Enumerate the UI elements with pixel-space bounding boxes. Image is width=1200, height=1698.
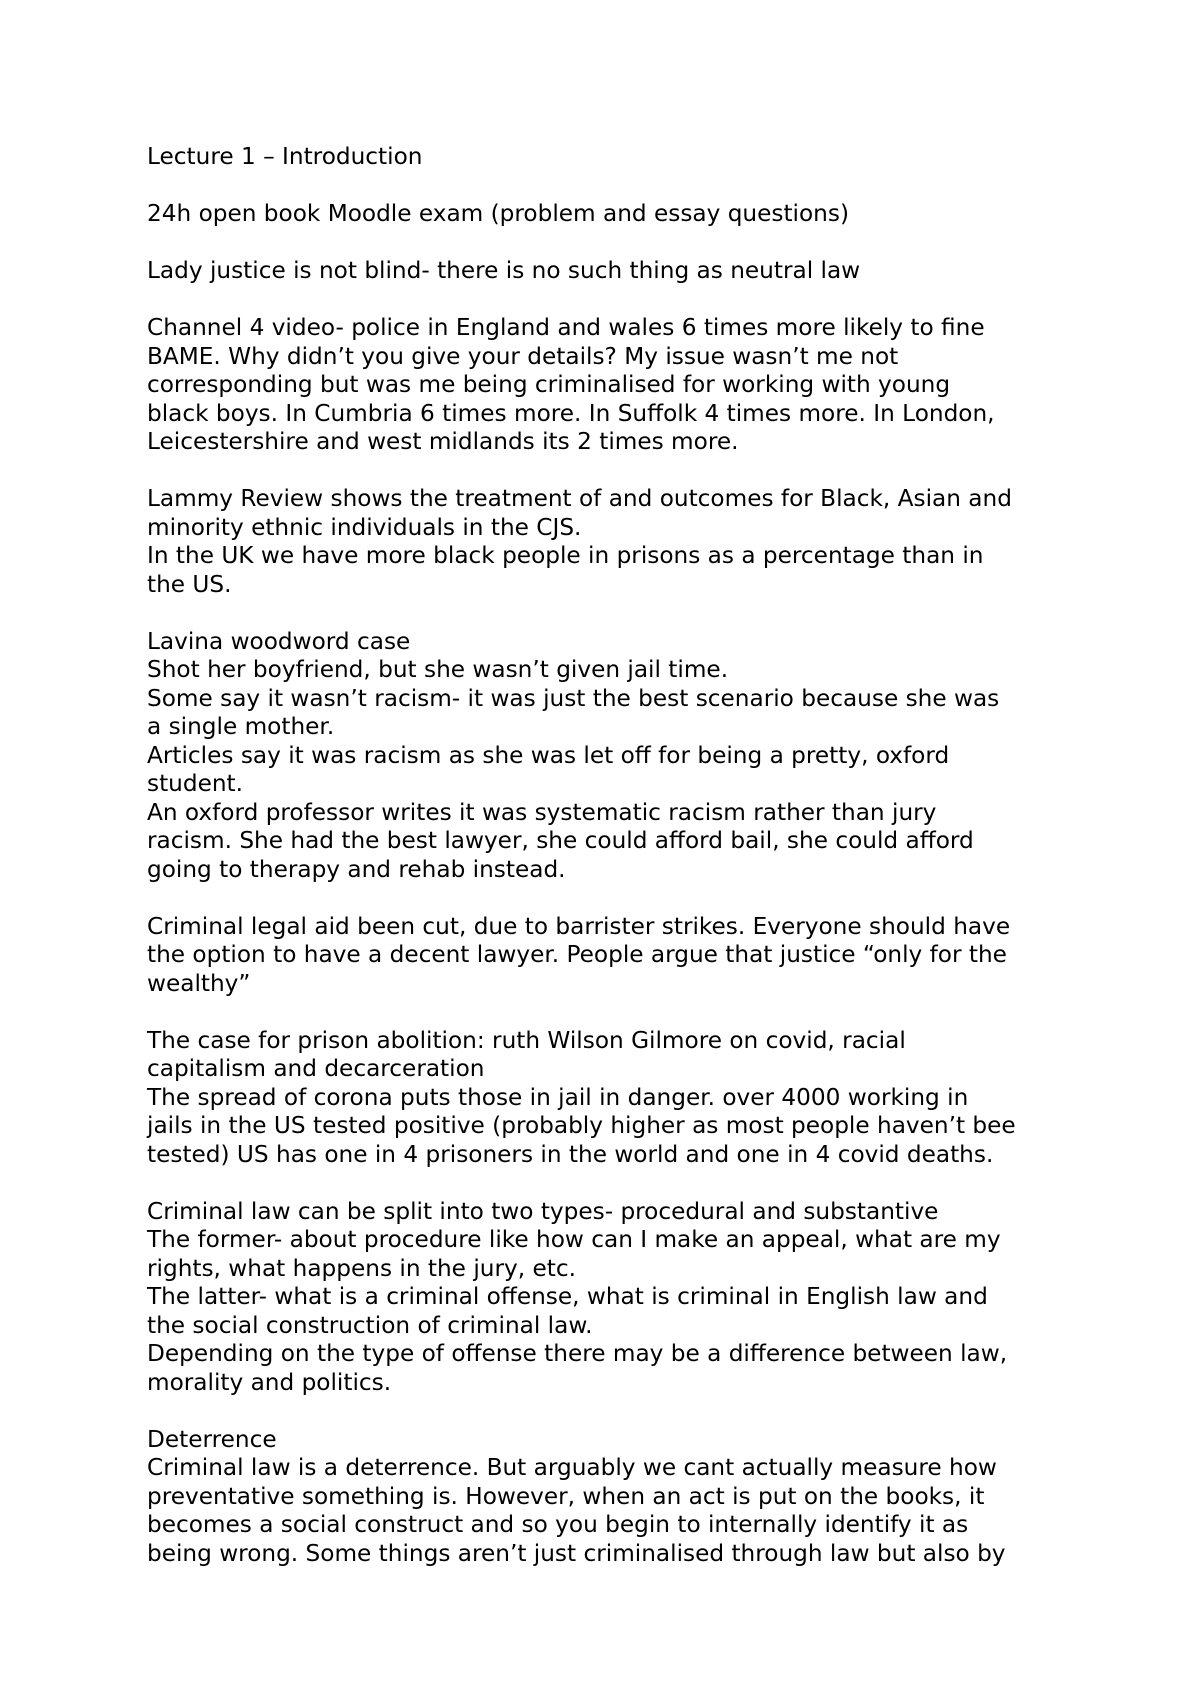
paragraph — [147, 485, 1077, 599]
text-line: morality and politics. — [147, 1368, 392, 1396]
text-line: wealthy” — [147, 969, 251, 997]
text-line: In the UK we have more black people in prisons as a percentage than in — [147, 542, 984, 569]
text-line: becomes a social construct and so you begin to internally identify it as — [147, 1511, 969, 1538]
text-line: BAME. Why didn’t you give your details? My issue wasn’t me not — [147, 342, 899, 370]
text-line: 24h open book Moodle exam (problem and essay questions) — [147, 200, 850, 227]
text-line: Lavina woodword case — [147, 627, 411, 655]
text-line: Deterrence — [147, 1425, 277, 1453]
paragraph — [147, 200, 1077, 229]
paragraph — [147, 1198, 1077, 1398]
paragraph — [147, 1426, 1077, 1569]
text-line: Channel 4 video- police in England and wales 6 times more likely to fine — [147, 314, 985, 341]
text-line: The latter- what is a criminal offense, what is criminal in English law and — [147, 1283, 988, 1310]
text-line: An oxford professor writes it was systematic racism rather than jury — [147, 798, 937, 826]
document-title: Lecture 1 – Introduction — [147, 143, 423, 170]
text-line: preventative something is. However, when an act is put on the books, it — [147, 1482, 985, 1510]
text-line: being wrong. Some things aren’t just criminalised through law but also by — [147, 1539, 1006, 1567]
paragraph — [147, 913, 1077, 999]
text-line: going to therapy and rehab instead. — [147, 855, 566, 883]
document-body — [147, 143, 1077, 1597]
text-line: rights, what happens in the jury, etc. — [147, 1254, 576, 1282]
text-line: student. — [147, 770, 244, 797]
text-line: the option to have a decent lawyer. People argue that justice “only for the — [147, 941, 1007, 968]
text-line: Criminal law is a deterrence. But arguably we cant actually measure how — [147, 1454, 997, 1481]
text-line: corresponding but was me being criminalised for working with young — [147, 371, 951, 398]
text-line: black boys. In Cumbria 6 times more. In Suffolk 4 times more. In London, — [147, 399, 995, 427]
paragraph — [147, 1027, 1077, 1170]
text-line: minority ethnic individuals in the CJS. — [147, 513, 582, 541]
text-line: Some say it wasn’t racism- it was just the best scenario because she was — [147, 684, 1000, 712]
text-line: Shot her boyfriend, but she wasn’t given jail time. — [147, 656, 729, 683]
text-line: capitalism and decarceration — [147, 1055, 485, 1082]
text-line: a single mother. — [147, 713, 335, 740]
text-line: Criminal law can be split into two types- procedural and substantive — [147, 1197, 939, 1225]
text-line: Criminal legal aid been cut, due to barrister strikes. Everyone should have — [147, 912, 1011, 940]
paragraph — [147, 628, 1077, 885]
text-line: The spread of corona puts those in jail in danger. over 4000 working in — [147, 1083, 969, 1111]
text-line: jails in the US tested positive (probably higher as most people haven’t bee — [147, 1112, 1016, 1139]
text-line: The former- about procedure like how can I make an appeal, what are my — [147, 1226, 1001, 1253]
paragraph — [147, 257, 1077, 286]
text-line: the US. — [147, 570, 232, 598]
text-line: racism. She had the best lawyer, she could afford bail, she could afford — [147, 827, 974, 854]
paragraph — [147, 314, 1077, 457]
text-line: Lady justice is not blind- there is no such thing as neutral law — [147, 257, 861, 284]
text-line: tested) US has one in 4 prisoners in the world and one in 4 covid deaths. — [147, 1140, 994, 1168]
text-line: the social construction of criminal law. — [147, 1311, 593, 1339]
text-line: Lammy Review shows the treatment of and outcomes for Black, Asian and — [147, 485, 1012, 512]
text-line: Articles say it was racism as she was let off for being a pretty, oxford — [147, 741, 950, 769]
document-title-paragraph — [147, 143, 1077, 172]
text-line: Leicestershire and west midlands its 2 times more. — [147, 428, 739, 455]
text-line: Depending on the type of offense there may be a difference between law, — [147, 1340, 1008, 1367]
text-line: The case for prison abolition: ruth Wilson Gilmore on covid, racial — [147, 1026, 906, 1054]
